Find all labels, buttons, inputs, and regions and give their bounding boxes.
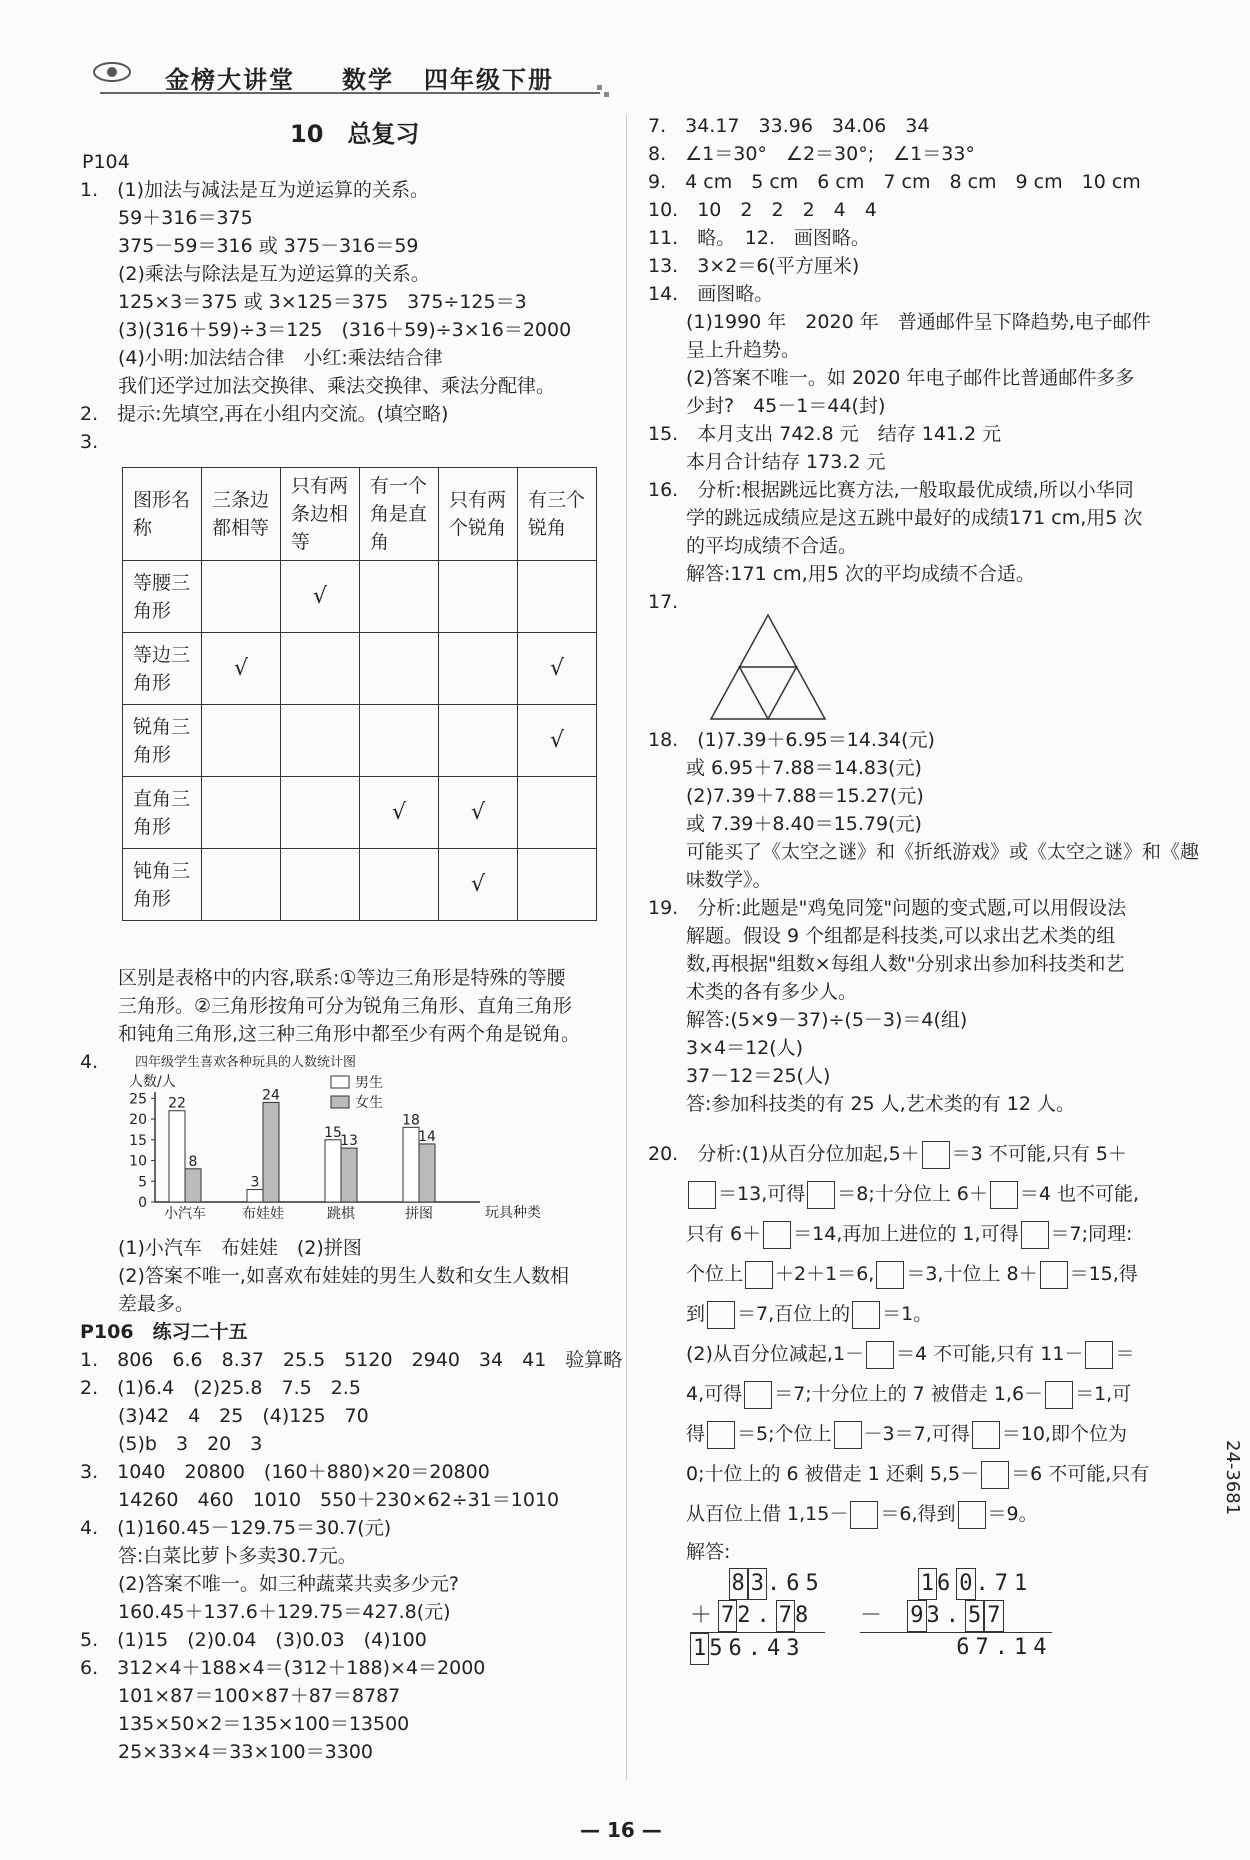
table-header-row — [123, 468, 597, 561]
table-check-cell: √ — [439, 777, 518, 849]
text-line: ＝13,可得 ＝8;十分位上 6＋ ＝4 也不可能, — [648, 1174, 1149, 1214]
table-cell-name: 直角三角形 — [123, 777, 202, 849]
text-line: 375－59＝316 或 375－316＝59 — [80, 235, 419, 257]
blank-box — [834, 1421, 862, 1449]
text-line: 8. ∠1＝30° ∠2＝30°; ∠1＝33° — [648, 143, 975, 165]
text-line: 术类的各有多少人。 — [648, 981, 858, 1003]
bar-male — [247, 1190, 263, 1202]
table-cell-name: 锐角三角形 — [123, 705, 202, 777]
after-chart-block — [80, 1234, 622, 1766]
text-line: 160.45＋137.6＋129.75＝427.8(元) — [80, 1601, 451, 1623]
blank-box — [852, 1301, 880, 1329]
bar-female — [419, 1144, 435, 1202]
table-cell-name: 钝角三角形 — [123, 849, 202, 921]
text-line: 数,再根据"组数×每组人数"分别求出参加科技类和艺 — [648, 953, 1125, 975]
blank-box — [981, 1461, 1009, 1489]
blank-box — [958, 1501, 986, 1529]
text-line: 59＋316＝375 — [80, 207, 253, 229]
text-line: (2)答案不唯一。如三种蔬菜共卖多少元? — [80, 1573, 459, 1595]
text-line: 17. — [648, 591, 679, 613]
text-line: 答:参加科技类的有 25 人,艺术类的有 12 人。 — [648, 1093, 1075, 1115]
header-brand: 金榜大讲堂 — [165, 66, 295, 94]
side-code: 24-3681 — [1222, 1440, 1243, 1516]
text-line: 差最多。 — [80, 1293, 195, 1315]
table-check-cell: √ — [518, 705, 597, 777]
text-line: 18. (1)7.39＋6.95＝14.34(元) — [648, 729, 935, 751]
table-check-cell — [202, 849, 281, 921]
blank-box — [850, 1501, 878, 1529]
chart-title: 四年级学生喜欢各种玩具的人数统计图 — [135, 1055, 357, 1070]
y-tick-label: 25 — [129, 1091, 147, 1108]
text-line: 16. 分析:根据跳远比赛方法,一般取最优成绩,所以小华同 — [648, 479, 1134, 501]
bar-female — [185, 1169, 201, 1202]
blank-box — [707, 1301, 735, 1329]
text-line: 37－12＝25(人) — [648, 1065, 831, 1087]
bar-female — [263, 1102, 279, 1202]
text-line: 从百位上借 1,15－ ＝6,得到 ＝9。 — [648, 1494, 1149, 1534]
table-check-cell — [360, 849, 439, 921]
text-line: 和钝角三角形,这三种三角形中都至少有两个角是锐角。 — [80, 1023, 581, 1045]
table-row — [123, 561, 597, 633]
text-line: 个位上 ＋2＋1＝6, ＝3,十位上 8＋ ＝15,得 — [648, 1254, 1149, 1294]
text-line: 解答:(5×9－37)÷(5－3)＝4(组) — [648, 1009, 968, 1031]
table-check-cell — [518, 561, 597, 633]
blank-box — [807, 1181, 835, 1209]
text-line: 学的跳远成绩应是这五跳中最好的成绩171 cm,用5 次 — [648, 507, 1143, 529]
text-line: 4. (1)160.45－129.75＝30.7(元) — [80, 1517, 392, 1539]
y-tick-label: 5 — [138, 1174, 147, 1191]
y-tick-label: 0 — [138, 1195, 147, 1211]
header-subject: 数学 — [342, 66, 394, 94]
table-check-cell — [202, 777, 281, 849]
text-line: 味数学》。 — [648, 869, 772, 891]
bar-male — [403, 1127, 419, 1202]
text-line: 135×50×2＝135×100＝13500 — [80, 1713, 410, 1735]
data-label: 22 — [168, 1095, 186, 1112]
text-line: 3. — [80, 431, 99, 453]
text-line: 的平均成绩不合适。 — [648, 535, 858, 557]
text-line: 25×33×4＝33×100＝3300 — [80, 1741, 373, 1763]
text-line: (2)7.39＋7.88＝15.27(元) — [648, 785, 924, 807]
answer-label: 解答: — [648, 1541, 731, 1563]
table-check-cell — [360, 561, 439, 633]
bar-chart — [125, 1052, 585, 1222]
table-check-cell — [202, 561, 281, 633]
table-check-cell — [439, 705, 518, 777]
table-check-cell — [281, 777, 360, 849]
page-ref-p104: P104 — [82, 151, 130, 173]
right-answers-block-a — [648, 112, 1151, 616]
text-line: 我们还学过加法交换律、乘法交换律、乘法分配律。 — [80, 375, 556, 397]
text-line: (2)答案不唯一,如喜欢布娃娃的男生人数和女生人数相 — [80, 1265, 569, 1287]
blank-box — [990, 1181, 1018, 1209]
calc-row: 67.14 — [956, 1635, 1053, 1660]
text-line: 125×3＝375 或 3×125＝375 375÷125＝3 — [80, 291, 527, 313]
text-line: 13. 3×2＝6(平方厘米) — [648, 255, 860, 277]
text-line: 7. 34.17 33.96 34.06 34 — [648, 115, 930, 137]
blank-box — [972, 1421, 1000, 1449]
text-line: 5. (1)15 (2)0.04 (3)0.03 (4)100 — [80, 1629, 427, 1651]
legend-swatch-male — [331, 1076, 349, 1088]
blank-box — [1021, 1221, 1049, 1249]
text-line: 10. 10 2 2 2 4 4 — [648, 199, 877, 221]
text-line: (2)从百分位减起,1－ ＝4 不可能,只有 11－ ＝ — [648, 1334, 1149, 1374]
column-divider — [626, 115, 627, 1780]
table-check-cell: √ — [281, 561, 360, 633]
text-line: 0;十位上的 6 被借走 1 还剩 5,5－ ＝6 不可能,只有 — [648, 1454, 1149, 1494]
bar-female — [341, 1148, 357, 1202]
data-label: 15 — [324, 1124, 342, 1141]
blank-box — [1085, 1341, 1113, 1369]
blank-box — [763, 1221, 791, 1249]
blank-box — [922, 1141, 950, 1169]
calc-row: － 9 3. 5 7 — [860, 1600, 1052, 1633]
table-header-cell: 有三个锐角 — [518, 468, 597, 561]
addition-calculation — [690, 1568, 825, 1665]
table-cell-name: 等边三角形 — [123, 633, 202, 705]
calc-row: ＋ 7 2. 7 8 — [690, 1600, 825, 1633]
text-line: 解答:171 cm,用5 次的平均成绩不合适。 — [648, 563, 1035, 585]
blank-box — [688, 1181, 716, 1209]
table-check-cell: √ — [202, 633, 281, 705]
text-line: 14. 画图略。 — [648, 283, 774, 305]
table-header-cell: 有一个角是直角 — [360, 468, 439, 561]
chart-legend — [331, 1074, 383, 1111]
text-line: 4,可得 ＝7;十分位上的 7 被借走 1,6－ ＝1,可 — [648, 1374, 1149, 1414]
text-line: 15. 本月支出 742.8 元 结存 141.2 元 — [648, 423, 1002, 445]
text-line: 本月合计结存 173.2 元 — [648, 451, 886, 473]
legend-label-male: 男生 — [355, 1075, 383, 1091]
question-20-block — [648, 1134, 1149, 1570]
table-row — [123, 777, 597, 849]
triangle-figure — [708, 612, 828, 722]
text-line: (1)小汽车 布娃娃 (2)拼图 — [80, 1237, 362, 1259]
table-check-cell — [281, 633, 360, 705]
text-line: 或 6.95＋7.88＝14.83(元) — [648, 757, 922, 779]
table-row — [123, 633, 597, 705]
calc-row: 8 3 .65 — [690, 1568, 825, 1600]
table-header-cell: 只有两个锐角 — [439, 468, 518, 561]
text-line: 19. 分析:此题是"鸡兔同笼"问题的变式题,可以用假设法 — [648, 897, 1127, 919]
text-line: 2. (1)6.4 (2)25.8 7.5 2.5 — [80, 1377, 361, 1399]
blank-box — [1040, 1261, 1068, 1289]
left-answers-block — [80, 176, 571, 456]
text-line: 20. 分析:(1)从百分位加起,5＋ ＝3 不可能,只有 5＋ — [648, 1134, 1149, 1174]
text-line: 得 ＝5;个位上 －3＝7,可得 ＝10,即个位为 — [648, 1414, 1149, 1454]
text-line: 3. 1040 20800 (160＋880)×20＝20800 — [80, 1461, 490, 1483]
y-tick-label: 15 — [129, 1132, 147, 1149]
text-line: 少封? 45－1＝44(封) — [648, 395, 886, 417]
text-line: 1. 806 6.6 8.37 25.5 5120 2940 34 41 验算略 — [80, 1349, 623, 1371]
section-title: 10 总复习 — [290, 120, 420, 148]
y-tick-label: 20 — [129, 1112, 147, 1129]
text-line: 到 ＝7,百位上的 ＝1。 — [648, 1294, 1149, 1334]
table-check-cell — [439, 561, 518, 633]
table-header-cell: 图形名称 — [123, 468, 202, 561]
data-label: 14 — [418, 1128, 436, 1145]
legend-label-female: 女生 — [355, 1095, 383, 1111]
table-check-cell — [360, 633, 439, 705]
blank-box — [866, 1341, 894, 1369]
question-4-label: 4. — [80, 1051, 99, 1073]
table-row — [123, 705, 597, 777]
calc-row: 1 6 0 .71 — [860, 1568, 1052, 1600]
text-line: 14260 460 1010 550＋230×62÷31＝1010 — [80, 1489, 560, 1511]
page-number: — 16 — — [580, 1818, 662, 1842]
data-label: 13 — [340, 1133, 358, 1150]
table-check-cell — [518, 849, 597, 921]
text-line: 或 7.39＋8.40＝15.79(元) — [648, 813, 922, 835]
text-line: 答:白菜比萝卜多卖30.7元。 — [80, 1545, 357, 1567]
blank-box — [707, 1421, 735, 1449]
table-check-cell: √ — [439, 849, 518, 921]
text-line: 2. 提示:先填空,再在小组内交流。(填空略) — [80, 403, 449, 425]
right-answers-block-b — [648, 726, 1199, 1118]
header-bar — [100, 58, 600, 94]
text-line: (1)1990 年 2020 年 普通邮件呈下降趋势,电子邮件 — [648, 311, 1151, 333]
table-header-cell: 三条边都相等 — [202, 468, 281, 561]
section-heading: P106 练习二十五 — [80, 1321, 248, 1343]
text-line: 9. 4 cm 5 cm 6 cm 7 cm 8 cm 9 cm 10 cm — [648, 171, 1141, 193]
table-check-cell: √ — [360, 777, 439, 849]
calc-row: 1 56.43 — [690, 1633, 825, 1665]
blank-box — [1045, 1381, 1073, 1409]
bar-male — [169, 1111, 185, 1202]
y-tick-label: 10 — [129, 1153, 147, 1170]
legend-swatch-female — [331, 1096, 349, 1108]
data-label: 3 — [250, 1174, 260, 1191]
text-line: 6. 312×4＋188×4＝(312＋188)×4＝2000 — [80, 1657, 486, 1679]
blank-box — [744, 1381, 772, 1409]
table-check-cell — [202, 705, 281, 777]
table-check-cell — [281, 705, 360, 777]
text-line: (3)(316＋59)÷3＝125 (316＋59)÷3×16＝2000 — [80, 319, 572, 341]
x-tick-label: 拼图 — [405, 1206, 433, 1222]
blank-box — [876, 1261, 904, 1289]
text-line: (2)答案不唯一。如 2020 年电子邮件比普通邮件多多 — [648, 367, 1135, 389]
table-row — [123, 849, 597, 921]
text-line: 11. 略。 12. 画图略。 — [648, 227, 870, 249]
table-check-cell — [281, 849, 360, 921]
data-label: 24 — [262, 1087, 280, 1104]
table-check-cell: √ — [518, 633, 597, 705]
text-line: (4)小明:加法结合律 小红:乘法结合律 — [80, 347, 443, 369]
text-line: 101×87＝100×87＋87＝8787 — [80, 1685, 401, 1707]
text-line: (5)b 3 20 3 — [80, 1433, 263, 1455]
table-check-cell — [518, 777, 597, 849]
header-dots — [597, 82, 611, 96]
chart-ylabel: 人数/人 — [129, 1074, 176, 1090]
table-cell-name: 等腰三角形 — [123, 561, 202, 633]
text-line: 解题。假设 9 个组都是科技类,可以求出艺术类的组 — [648, 925, 1116, 947]
blank-box — [745, 1261, 773, 1289]
text-line: 只有 6＋ ＝14,再加上进位的 1,可得 ＝7;同理: — [648, 1214, 1149, 1254]
x-tick-label: 跳棋 — [327, 1206, 355, 1222]
text-line: 1. (1)加法与减法是互为逆运算的关系。 — [80, 179, 430, 201]
after-table-block — [80, 964, 580, 1048]
header-grade: 四年级下册 — [424, 66, 554, 94]
bar-male — [325, 1140, 341, 1202]
subtraction-calculation — [860, 1568, 1052, 1663]
table-check-cell — [439, 633, 518, 705]
table-header-cell: 只有两条边相等 — [281, 468, 360, 561]
data-label: 18 — [402, 1112, 420, 1129]
text-line: 区别是表格中的内容,联系:①等边三角形是特殊的等腰 — [80, 967, 566, 989]
chart-xlabel: 玩具种类 — [485, 1205, 541, 1221]
text-line: 3×4＝12(人) — [648, 1037, 804, 1059]
text-line: (3)42 4 25 (4)125 70 — [80, 1405, 369, 1427]
data-label: 8 — [188, 1153, 198, 1170]
x-tick-label: 小汽车 — [164, 1206, 206, 1222]
text-line: 呈上升趋势。 — [648, 339, 801, 361]
text-line: 可能买了《太空之谜》和《折纸游戏》或《太空之谜》和《趣 — [648, 841, 1200, 863]
text-line: (2)乘法与除法是互为逆运算的关系。 — [80, 263, 430, 285]
x-tick-label: 布娃娃 — [242, 1206, 284, 1222]
triangle-table — [122, 467, 597, 921]
text-line: 三角形。②三角形按角可分为锐角三角形、直角三角形 — [80, 995, 573, 1017]
table-check-cell — [360, 705, 439, 777]
